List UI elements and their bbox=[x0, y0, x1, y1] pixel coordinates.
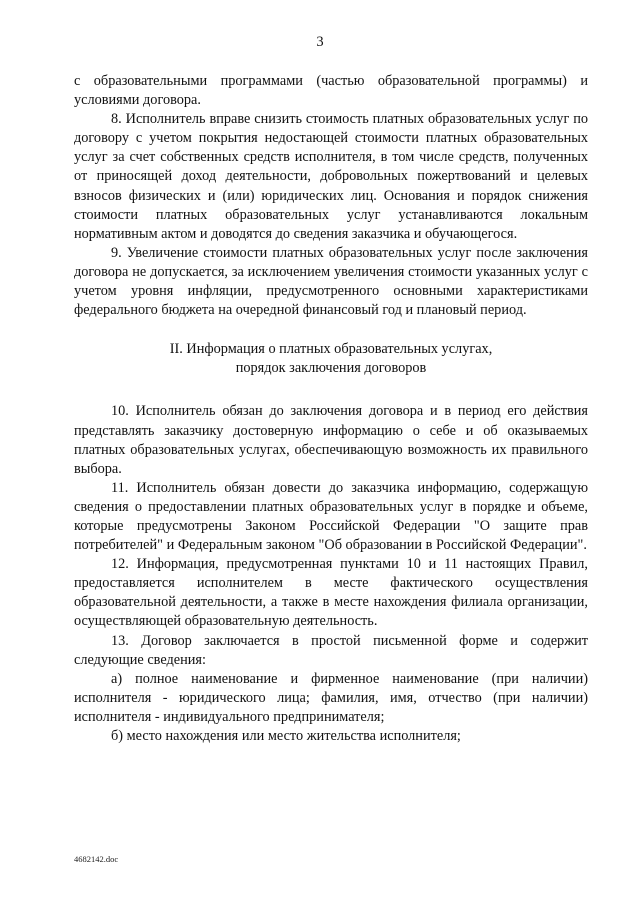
document-body bbox=[74, 72, 588, 746]
page-number: 3 bbox=[316, 34, 324, 50]
paragraph-continuation: с образовательными программами (частью образовательной программы) и условиями договора. bbox=[74, 73, 588, 109]
paragraph-10: 10. Исполнитель обязан до заключения договора и в период его действия представлять заказчику достоверную информацию о себе и об оказываемых платных образовательных услугах, обеспечивающую возможность их правильного выбора. bbox=[74, 403, 588, 477]
paragraph-13: 13. Договор заключается в простой письменной форме и содержит следующие сведения: bbox=[74, 632, 588, 668]
paragraph-12: 12. Информация, предусмотренная пунктами 10 и 11 настоящих Правил, предоставляется исполнителем в месте фактического осуществления образовательной деятельности, а также в месте нахождения филиала организации, осуществляющей образовательную деятельность. bbox=[74, 556, 588, 630]
paragraph-11: 11. Исполнитель обязан довести до заказчика информацию, содержащую сведения о предоставлении платных образовательных услуг в порядке и объеме, которые предусмотрены Законом Российской Федерации "О защите прав потребителей" и Федеральным законом "Об образовании в Российской Федерации". bbox=[74, 479, 588, 554]
paragraph-13b: б) место нахождения или место жительства исполнителя; bbox=[111, 728, 461, 744]
section-heading-line-2: порядок заключения договоров bbox=[235, 360, 427, 377]
paragraph-13a: а) полное наименование и фирменное наименование (при наличии) исполнителя - юридического лица; фамилия, имя, отчество (при наличии) исполнителя - индивидуального предпринимателя; bbox=[74, 670, 588, 725]
paragraph-8: 8. Исполнитель вправе снизить стоимость платных образовательных услуг по договору с учетом покрытия недостающей стоимости платных образовательных услуг за счет собственных средств исполнителя, в том числе средств, полученных от приносящей доход деятельности, добровольных пожертвований и целевых взносов физических и (или) юридических лиц. Основания и порядок снижения стоимости платных образовательных услуг устанавливаются локальным нормативным актом и доводятся до сведения заказчика и обучающегося. bbox=[74, 111, 588, 242]
footer-filename: 4682142.doc bbox=[74, 854, 119, 864]
section-heading bbox=[74, 340, 588, 378]
section-heading-line-1: II. Информация о платных образовательных услугах, bbox=[169, 341, 493, 358]
paragraph-9: 9. Увеличение стоимости платных образовательных услуг после заключения договора не допускается, за исключением увеличения стоимости указанных услуг с учетом уровня инфляции, предусмотренного основными характеристиками федерального бюджета на очередной финансовый год и плановый период. bbox=[74, 244, 588, 319]
